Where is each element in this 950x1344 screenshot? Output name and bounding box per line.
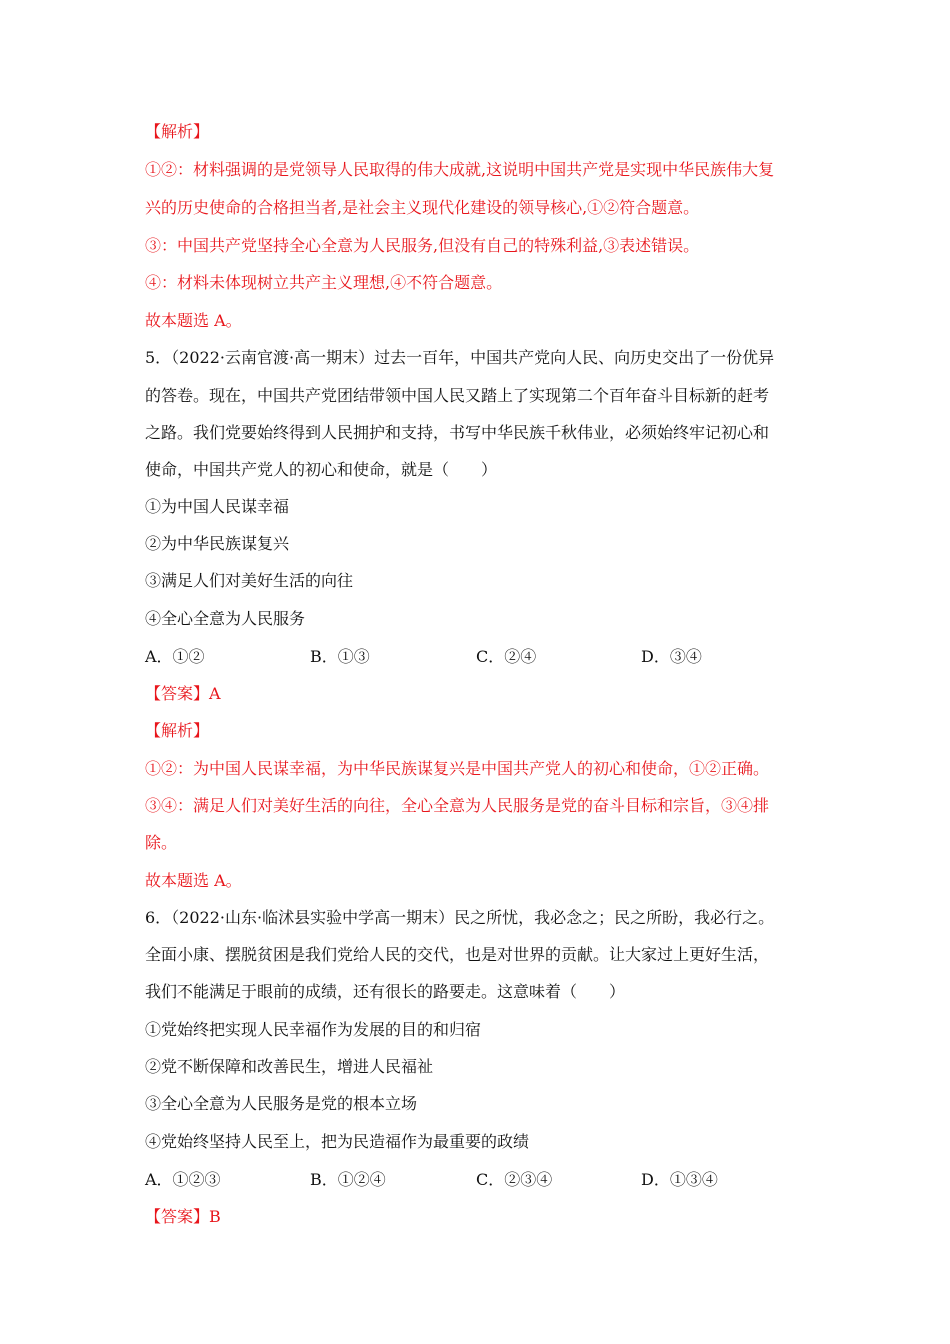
question-5-option-c: C．②④ xyxy=(476,647,537,666)
question-6-item: ②党不断保障和改善民生，增进人民福祉 xyxy=(145,1057,434,1076)
question-6-stem: 我们不能满足于眼前的成绩，还有很长的路要走。这意味着（ ） xyxy=(145,982,626,1001)
question-5-item: ②为中华民族谋复兴 xyxy=(145,534,290,553)
analysis-conclusion: 故本题选 A。 xyxy=(145,311,242,330)
analysis-line: 兴的历史使命的合格担当者,是社会主义现代化建设的领导核心,①②符合题意。 xyxy=(145,198,700,217)
question-6-option-a: A．①②③ xyxy=(145,1170,221,1189)
question-6-answer: 【答案】B xyxy=(145,1207,221,1226)
question-5-item: ①为中国人民谋幸福 xyxy=(145,497,290,516)
question-5-option-a: A．①② xyxy=(145,647,205,666)
analysis-label: 【解析】 xyxy=(145,122,210,141)
question-6-option-b: B．①②④ xyxy=(310,1170,386,1189)
question-6-option-c: C．②③④ xyxy=(476,1170,553,1189)
question-5-option-b: B．①③ xyxy=(310,647,370,666)
analysis-line: ①②：材料强调的是党领导人民取得的伟大成就,这说明中国共产党是实现中华民族伟大复 xyxy=(145,160,775,179)
analysis-line: ③：中国共产党坚持全心全意为人民服务,但没有自己的特殊利益,③表述错误。 xyxy=(145,236,700,255)
question-5-stem: 5．（2022·云南官渡·高一期末）过去一百年，中国共产党向人民、向历史交出了一份优异 xyxy=(145,348,775,367)
question-5-analysis-line: ①②：为中国人民谋幸福，为中华民族谋复兴是中国共产党人的初心和使命，①②正确。 xyxy=(145,759,770,778)
question-5-answer: 【答案】A xyxy=(145,684,221,703)
question-5-analysis-line: ③④：满足人们对美好生活的向往，全心全意为人民服务是党的奋斗目标和宗旨，③④排 xyxy=(145,796,770,815)
question-5-stem: 使命，中国共产党人的初心和使命，就是（ ） xyxy=(145,460,498,479)
question-5-option-d: D．③④ xyxy=(641,647,702,666)
question-6-stem: 全面小康、摆脱贫困是我们党给人民的交代，也是对世界的贡献。让大家过上更好生活， xyxy=(145,945,770,964)
question-6-item: ④党始终坚持人民至上，把为民造福作为最重要的政绩 xyxy=(145,1132,530,1151)
question-5-analysis-label: 【解析】 xyxy=(145,721,210,740)
question-6-stem: 6．（2022·山东·临沭县实验中学高一期末）民之所忧，我必念之；民之所盼，我必行之。 xyxy=(145,908,775,927)
question-5-analysis-line: 除。 xyxy=(145,833,178,852)
question-5-item: ③满足人们对美好生活的向往 xyxy=(145,571,354,590)
question-5-item: ④全心全意为人民服务 xyxy=(145,609,306,628)
question-5-conclusion: 故本题选 A。 xyxy=(145,871,242,890)
question-6-item: ③全心全意为人民服务是党的根本立场 xyxy=(145,1094,418,1113)
question-5-stem: 之路。我们党要始终得到人民拥护和支持，书写中华民族千秋伟业，必须始终牢记初心和 xyxy=(145,423,770,442)
question-6-item: ①党始终把实现人民幸福作为发展的目的和归宿 xyxy=(145,1020,482,1039)
question-5-stem: 的答卷。现在，中国共产党团结带领中国人民又踏上了实现第二个百年奋斗目标新的赶考 xyxy=(145,386,770,405)
question-6-option-d: D．①③④ xyxy=(641,1170,718,1189)
analysis-line: ④：材料未体现树立共产主义理想,④不符合题意。 xyxy=(145,273,503,292)
